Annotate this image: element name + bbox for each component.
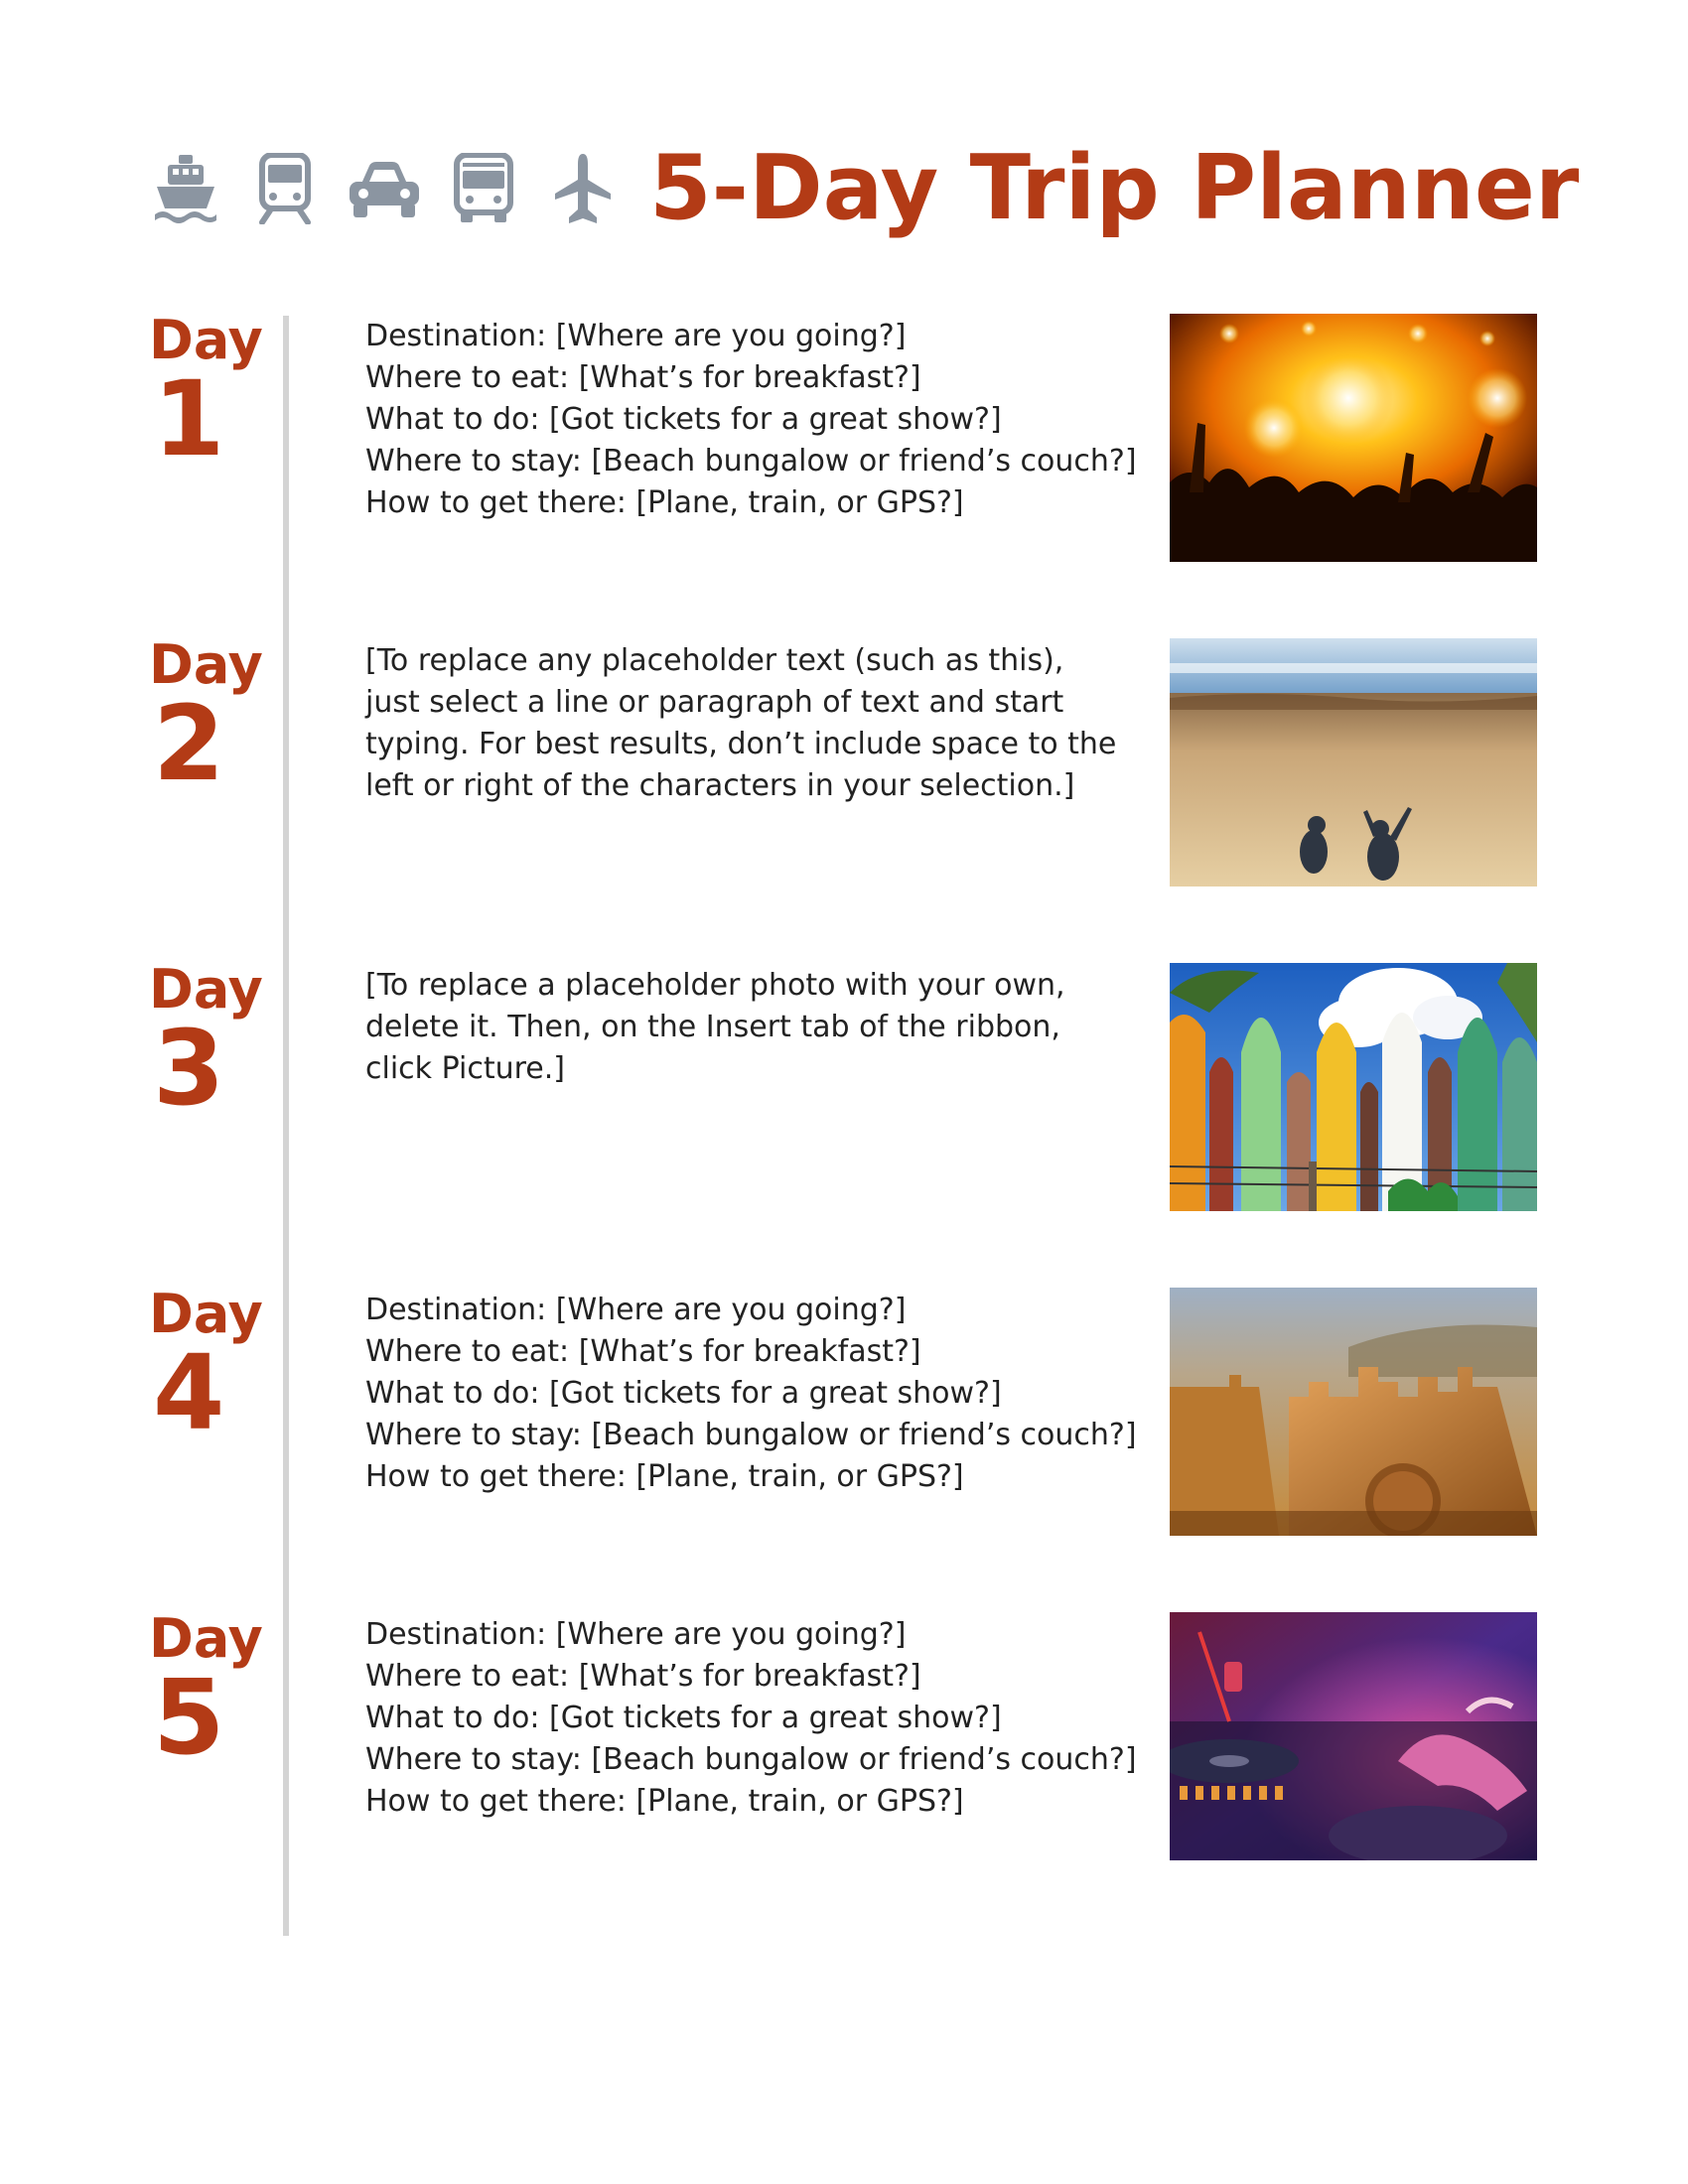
what-to-do-line: What to do: [Got tickets for a great show?] xyxy=(365,1701,1002,1735)
car-icon xyxy=(348,149,421,228)
where-to-eat-line: Where to eat: [What’s for breakfast?] xyxy=(365,1334,921,1369)
where-to-eat-line: Where to eat: [What’s for breakfast?] xyxy=(365,1659,921,1694)
transport-icons xyxy=(149,149,645,228)
day-number: 5 xyxy=(153,1657,225,1778)
day-section-1 xyxy=(0,309,1688,564)
what-to-do-line: What to do: [Got tickets for a great show?] xyxy=(365,1376,1002,1411)
day-word: Day xyxy=(149,958,263,1021)
day-details xyxy=(365,640,1120,807)
how-to-get-there-line: How to get there: [Plane, train, or GPS?] xyxy=(365,1459,964,1494)
day-section-4 xyxy=(0,1283,1688,1538)
concert-photo xyxy=(1170,314,1537,562)
where-to-stay-line: Where to stay: [Beach bungalow or friend’s couch?] xyxy=(365,444,1137,478)
day-section-3 xyxy=(0,958,1688,1213)
day-number: 4 xyxy=(153,1332,225,1453)
header xyxy=(149,129,1579,248)
what-to-do-line: What to do: [Got tickets for a great show?] xyxy=(365,402,1002,437)
beach-photo xyxy=(1170,638,1537,887)
destination-line: Destination: [Where are you going?] xyxy=(365,1293,907,1327)
dj-turntable-photo xyxy=(1170,1612,1537,1860)
day-section-2 xyxy=(0,633,1688,888)
ship-icon xyxy=(149,149,222,228)
train-icon xyxy=(248,149,322,228)
where-to-stay-line: Where to stay: [Beach bungalow or friend’s couch?] xyxy=(365,1418,1137,1452)
how-to-get-there-line: How to get there: [Plane, train, or GPS?] xyxy=(365,1784,964,1819)
how-to-get-there-line: How to get there: [Plane, train, or GPS?] xyxy=(365,485,964,520)
day-number: 3 xyxy=(153,1008,225,1129)
destination-line: Destination: [Where are you going?] xyxy=(365,319,907,353)
day-number: 1 xyxy=(153,358,225,479)
day-word: Day xyxy=(149,1607,263,1670)
day-details xyxy=(365,1614,1137,1823)
placeholder-paragraph: [To replace any placeholder text (such as this), just select a line or paragraph of text and start typing. For best results, don’t include space to the left or right of the characters in your selection.] xyxy=(365,643,1117,803)
destination-line: Destination: [Where are you going?] xyxy=(365,1617,907,1652)
day-label xyxy=(149,1283,268,1453)
page-title: 5-Day Trip Planner xyxy=(649,136,1580,240)
day-details xyxy=(365,316,1137,524)
surfboards-photo xyxy=(1170,963,1537,1211)
where-to-eat-line: Where to eat: [What’s for breakfast?] xyxy=(365,360,921,395)
day-label xyxy=(149,309,268,479)
bus-icon xyxy=(447,149,520,228)
sandcastle-photo xyxy=(1170,1288,1537,1536)
where-to-stay-line: Where to stay: [Beach bungalow or friend’s couch?] xyxy=(365,1742,1137,1777)
placeholder-paragraph: [To replace a placeholder photo with your own, delete it. Then, on the Insert tab of the ribbon, click Picture.] xyxy=(365,968,1065,1086)
day-word: Day xyxy=(149,633,263,696)
day-label xyxy=(149,633,268,804)
airplane-icon xyxy=(546,149,620,228)
day-word: Day xyxy=(149,309,263,371)
day-word: Day xyxy=(149,1283,263,1345)
day-label xyxy=(149,1607,268,1778)
day-details xyxy=(365,1290,1137,1498)
day-number: 2 xyxy=(153,683,225,804)
day-section-5 xyxy=(0,1607,1688,1862)
day-label xyxy=(149,958,268,1129)
day-details xyxy=(365,965,1120,1090)
